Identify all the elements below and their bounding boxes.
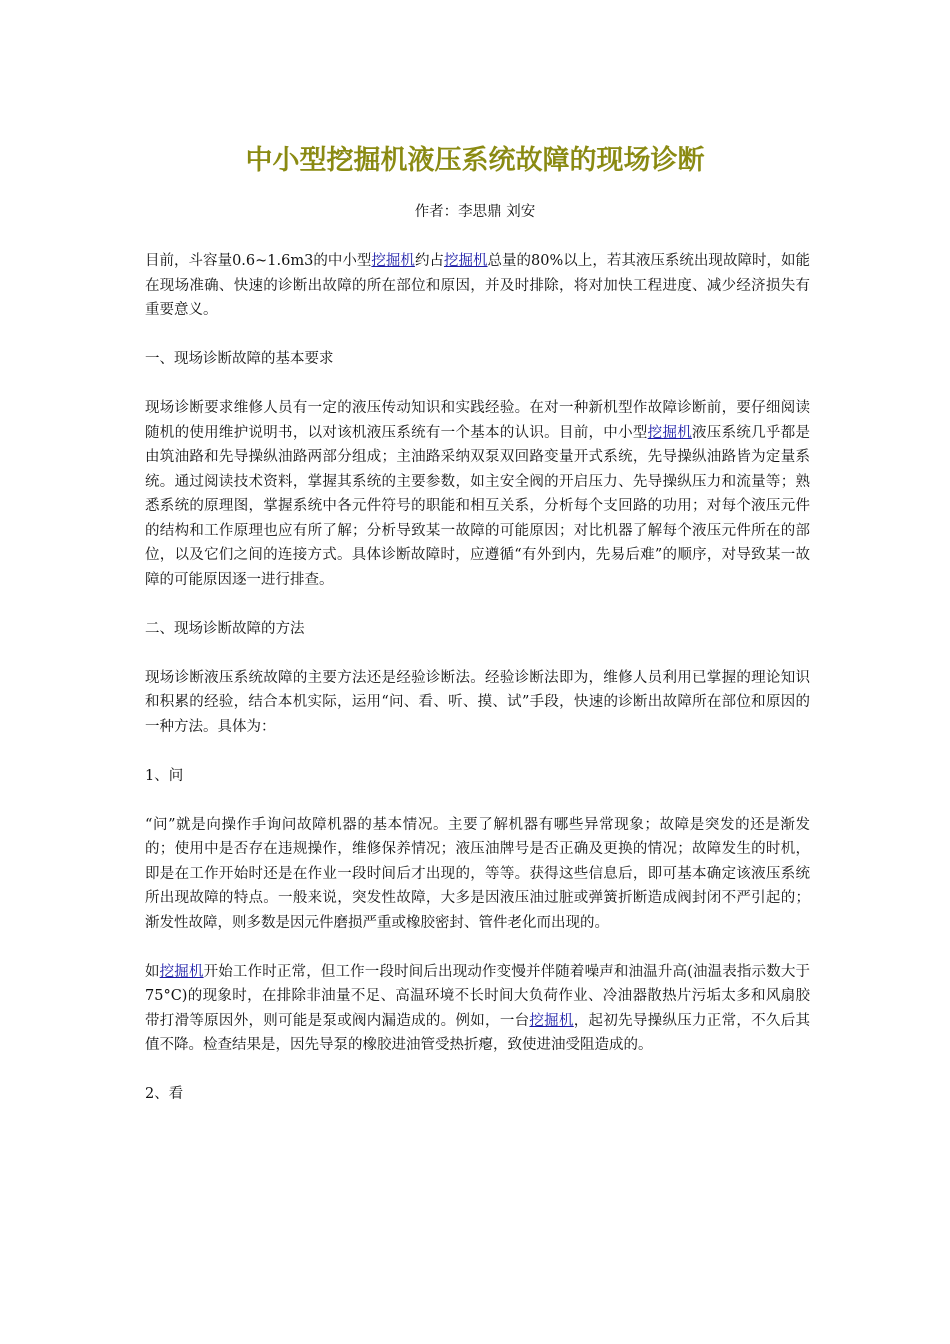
text-span: 开始工作时正常，但工作一段时间后出现动作变慢并伴随着噪声和油温升高(油温表指示数大于75°C)的现象时，在排除非油量不足、高温环境不长时间大负荷作业、冷油器散热片污垢太多和风扇胶带打滑等原因外，则可能是泵或阀内漏造成的。例如，一台 <box>145 963 811 1029</box>
subheading-ask: 1、问 <box>145 767 184 784</box>
excavator-link[interactable]: 挖掘机 <box>159 963 204 980</box>
section-heading-1: 一、现场诊断故障的基本要求 <box>145 351 334 367</box>
section-heading-2: 二、现场诊断故障的方法 <box>145 620 305 637</box>
text-span: 现场诊断要求维修人员有一定的液压传动知识和实践经验。在对一种新机型作故障诊断前，要仔细阅读随机的使用维护说明书，以对该机液压系统有一个基本的认识。目前，中小型 <box>145 400 810 441</box>
excavator-link[interactable]: 挖掘机 <box>443 253 488 269</box>
excavator-link[interactable]: 挖掘机 <box>647 424 693 441</box>
text-span: 液压系统几乎都是由筑油路和先导操纵油路两部分组成；主油路采纳双泵双回路变量开式系统，先导操纵油路皆为定量系统。通过阅读技术资料，掌握其系统的主要参数，如主安全阀的开启压力、先导操纵压力和流量等；熟悉系统的原理图，掌握系统中各元件符号的职能和相互关系，分析每个支回路的功用；对每个液压元件的结构和工作原理也应有所了解；分析导致某一故障的可能原因；对比机器了解每个液压元件所在的部位，以及它们之间的连接方式。具体诊断故障时，应遵循“有外到内，先易后难”的顺序，对导致某一故障的可能原因逐一进行排查。 <box>145 424 811 588</box>
excavator-link[interactable]: 挖掘机 <box>529 1012 574 1029</box>
author-line: 作者：李思鼎 刘安 <box>414 204 536 220</box>
text-span: 目前，斗容量0.6~1.6m3的中小型 <box>145 253 372 269</box>
paragraph-example <box>145 960 810 1058</box>
page-title: 中小型挖掘机液压系统故障的现场诊断 <box>245 145 705 176</box>
paragraph-ask: “问”就是向操作手询问故障机器的基本情况。主要了解机器有哪些异常现象；故障是突发的还是渐发的；使用中是否存在违规操作，维修保养情况；液压油牌号是否正确及更换的情况；故障发生的时机，即是在工作开始时还是在作业一段时间后才出现的，等等。获得这些信息后，即可基本确定该液压系统所出现故障的特点。一般来说，突发性故障，大多是因液压油过脏或弹簧折断造成阀封闭不严引起的；渐发性故障，则多数是因元件磨损严重或橡胶密封、管件老化而出现的。 <box>145 816 810 931</box>
text-span: 如 <box>145 963 160 980</box>
subheading-look: 2、看 <box>145 1086 184 1102</box>
paragraph-intro <box>145 249 810 323</box>
text-span: 约占 <box>414 253 444 269</box>
paragraph-methods: 现场诊断液压系统故障的主要方法还是经验诊断法。经验诊断法即为，维修人员利用已掌握的理论知识和积累的经验，结合本机实际，运用“问、看、听、摸、试”手段，快速的诊断出故障所在部位和原因的一种方法。具体为： <box>145 669 810 735</box>
excavator-link[interactable]: 挖掘机 <box>371 253 415 269</box>
article-body <box>145 249 810 1131</box>
paragraph-requirements <box>145 396 810 592</box>
text-span: 总量的80%以上，若其液压系统出现故障时，如能在现场准确、快速的诊断出故障的所在部位和原因，并及时排除，将对加快工程进度、减少经济损失有重要意义。 <box>145 253 811 318</box>
text-span: ，起初先导操纵压力正常，不久后其值不降。检查结果是，因先导泵的橡胶进油管受热折瘪，致使进油受阻造成的。 <box>145 1012 811 1053</box>
